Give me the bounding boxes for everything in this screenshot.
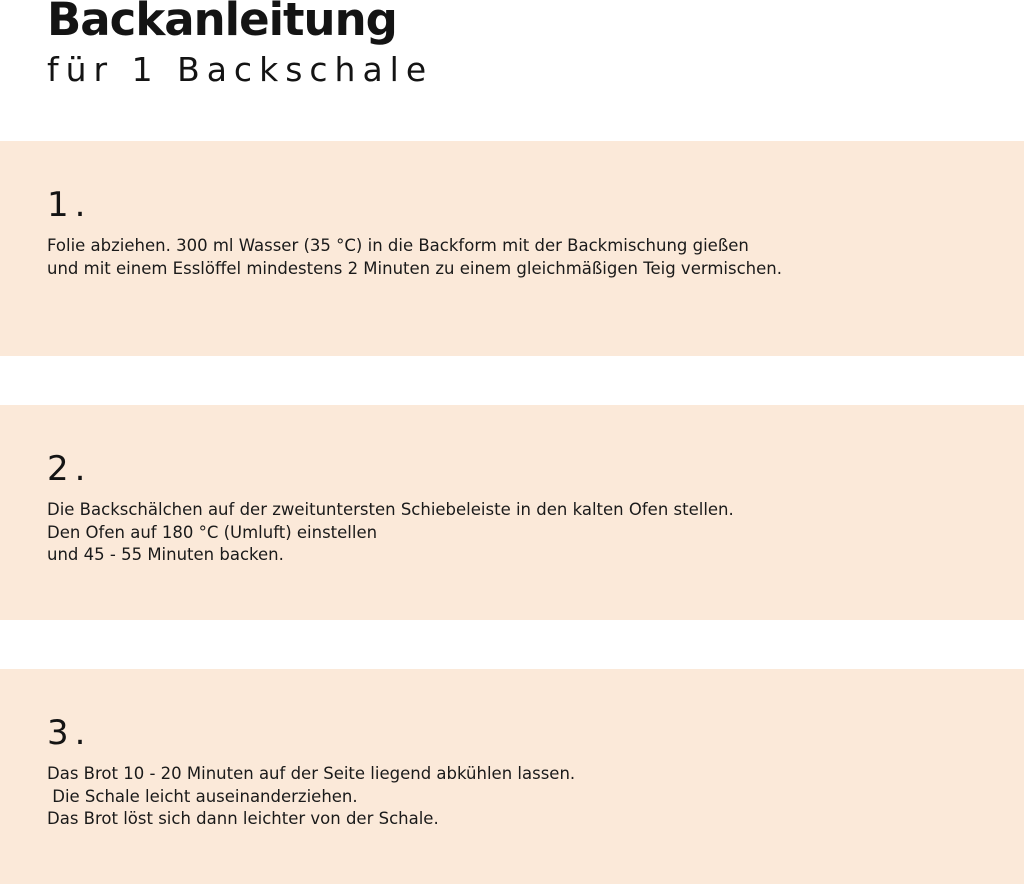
step-number: 1. xyxy=(47,185,92,225)
step-text-line: Das Brot löst sich dann leichter von der Schale. xyxy=(47,809,439,828)
step-instructions xyxy=(47,235,782,280)
step-text-line: Den Ofen auf 180 °C (Umluft) einstellen xyxy=(47,522,378,542)
step-text-line: und mit einem Esslöffel mindestens 2 Minuten zu einem gleichmäßigen Teig vermischen. xyxy=(47,258,782,278)
step-text-line: und 45 - 55 Minuten backen. xyxy=(47,545,284,564)
step-text-line: Die Schale leicht auseinanderziehen. xyxy=(47,786,358,806)
step-instructions xyxy=(47,763,575,831)
step-panel-2 xyxy=(0,405,1024,620)
step-number: 2. xyxy=(47,449,92,489)
step-panel-3 xyxy=(0,669,1024,884)
step-number: 3. xyxy=(47,713,92,753)
step-panel-1 xyxy=(0,141,1024,356)
step-text-line: Das Brot 10 - 20 Minuten auf der Seite liegend abkühlen lassen. xyxy=(47,764,576,783)
step-instructions xyxy=(47,499,734,567)
step-text-line: Folie abziehen. 300 ml Wasser (35 °C) in die Backform mit der Backmischung gießen xyxy=(47,236,749,255)
page-subtitle: für 1 Backschale xyxy=(47,50,434,89)
page-title: Backanleitung xyxy=(47,0,397,46)
step-text-line: Die Backschälchen auf der zweituntersten Schiebeleiste in den kalten Ofen stellen. xyxy=(47,500,734,519)
